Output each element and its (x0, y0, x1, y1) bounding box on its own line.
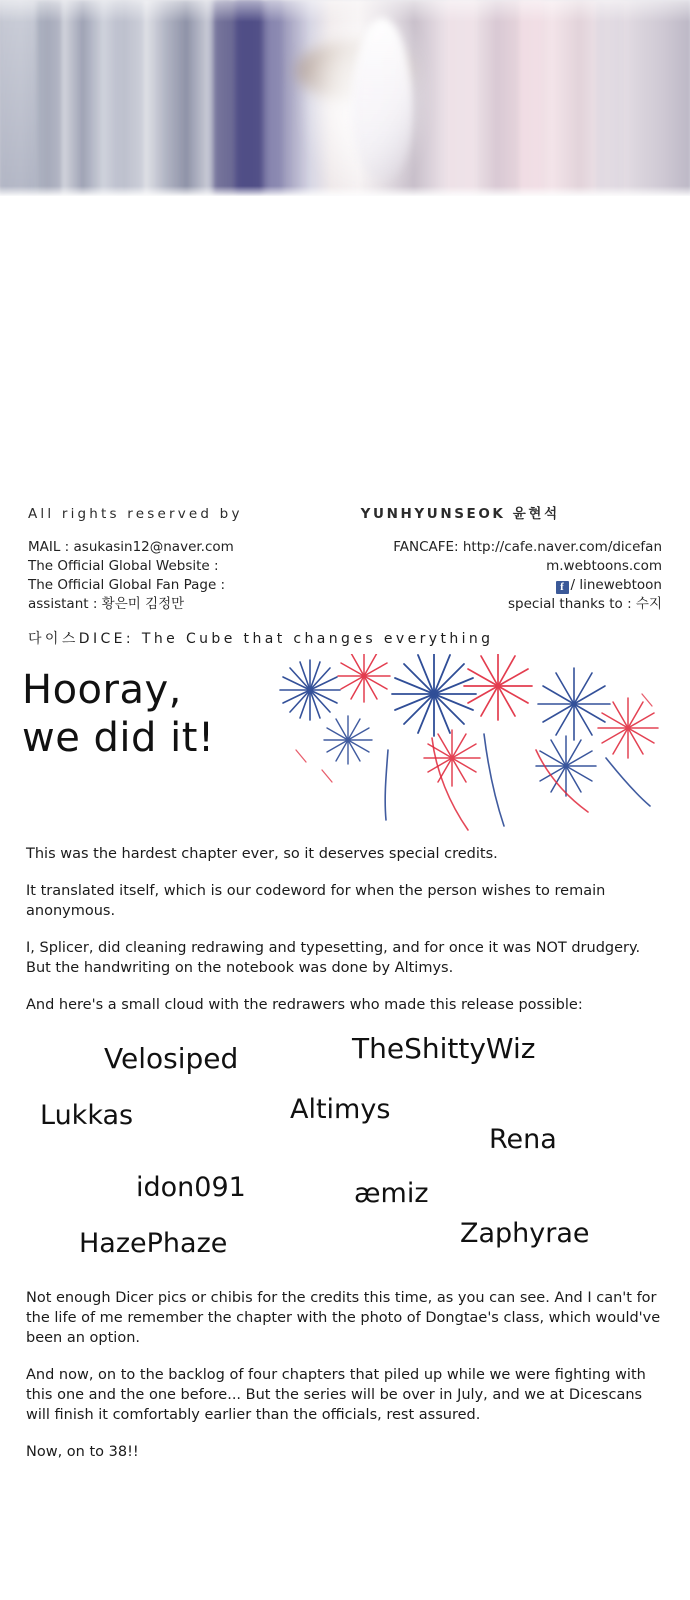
cloud-name-velosiped: Velosiped (104, 1042, 239, 1075)
cloud-name-aemiz: æmiz (354, 1178, 429, 1209)
note-paragraph-3: I, Splicer, did cleaning redrawing and typesetting, and for once it was NOT drudgery. But the handwriting on the notebook was done by Altimys. (26, 940, 641, 976)
banner-band-7 (446, 0, 476, 196)
credits-block (0, 502, 690, 648)
closing-notes (0, 1288, 690, 1490)
website-link[interactable]: m.webtoons.com (546, 558, 662, 574)
website-label: The Official Global Website : (28, 558, 219, 574)
translator-notes (0, 844, 690, 1015)
fanpage-link-text: / linewebtoon (570, 577, 662, 593)
cloud-name-rena: Rena (489, 1124, 557, 1155)
cloud-name-lukkas: Lukkas (40, 1100, 134, 1131)
credits-line-website (28, 557, 662, 576)
hooray-section (0, 654, 690, 844)
banner-artwork (0, 0, 690, 196)
closing-paragraph-2: And now, on to the backlog of four chapters that piled up while we were fighting with this one and the one before... But the series will be over in July, and we at Dicescans will finish it comfortably earlier than the officials, rest assured. (26, 1367, 646, 1423)
banner-top-fade (0, 0, 690, 22)
cloud-name-hazephaze: HazePhaze (79, 1228, 228, 1259)
fireworks-illustration (236, 654, 666, 844)
redrawer-name-cloud (0, 1032, 690, 1282)
banner-bottom-fade (0, 186, 690, 196)
credits-contact-grid (28, 538, 662, 614)
banner-band-5 (236, 0, 262, 196)
credits-line-assistant (28, 595, 662, 614)
note-paragraph-4: And here's a small cloud with the redrawers who made this release possible: (26, 997, 583, 1013)
banner-band-3 (118, 0, 144, 196)
hooray-text (22, 666, 214, 762)
credits-line-mail (28, 538, 662, 557)
rights-label: All rights reserved by (28, 506, 243, 522)
banner-band-8 (520, 0, 542, 196)
fanpage-value[interactable] (556, 576, 663, 595)
note-paragraph-1: This was the hardest chapter ever, so it deserves special credits. (26, 846, 498, 862)
cloud-name-zaphyrae: Zaphyrae (460, 1218, 590, 1249)
banner-band-6 (268, 0, 282, 196)
cloud-name-theshittywiz: TheShittyWiz (352, 1032, 536, 1065)
special-thanks-label: special thanks to : 수지 (508, 596, 662, 612)
cloud-name-idon091: idon091 (136, 1172, 246, 1203)
mail-label: MAIL : asukasin12@naver.com (28, 539, 234, 555)
hooray-line-2: we did it! (22, 715, 215, 761)
closing-paragraph-3: Now, on to 38!! (26, 1444, 139, 1460)
fanpage-label: The Official Global Fan Page : (28, 577, 226, 593)
series-title: 다이스DICE: The Cube that changes everything (28, 631, 494, 647)
cloud-name-altimys: Altimys (290, 1094, 391, 1125)
note-paragraph-2: It translated itself, which is our codeword for when the person wishes to remain anonymous. (26, 883, 606, 919)
facebook-icon: f (556, 581, 569, 594)
credits-rights-row (28, 502, 662, 522)
hooray-line-1: Hooray, (22, 667, 182, 713)
fancafe-link[interactable]: FANCAFE: http://cafe.naver.com/dicefan (393, 539, 662, 555)
banner-band-2 (44, 0, 62, 196)
assistant-label: assistant : 황은미 김정만 (28, 596, 185, 612)
banner-band-4 (214, 0, 230, 196)
banner-band-1 (0, 0, 36, 196)
author-name: YUNHYUNSEOK 윤현석 (360, 506, 560, 522)
credits-line-fanpage (28, 576, 662, 595)
banner-band-9 (596, 0, 624, 196)
closing-paragraph-1: Not enough Dicer pics or chibis for the credits this time, as you can see. And I can't for the life of me remember the chapter with the photo of Dongtae's class, which would've been an option. (26, 1290, 661, 1346)
